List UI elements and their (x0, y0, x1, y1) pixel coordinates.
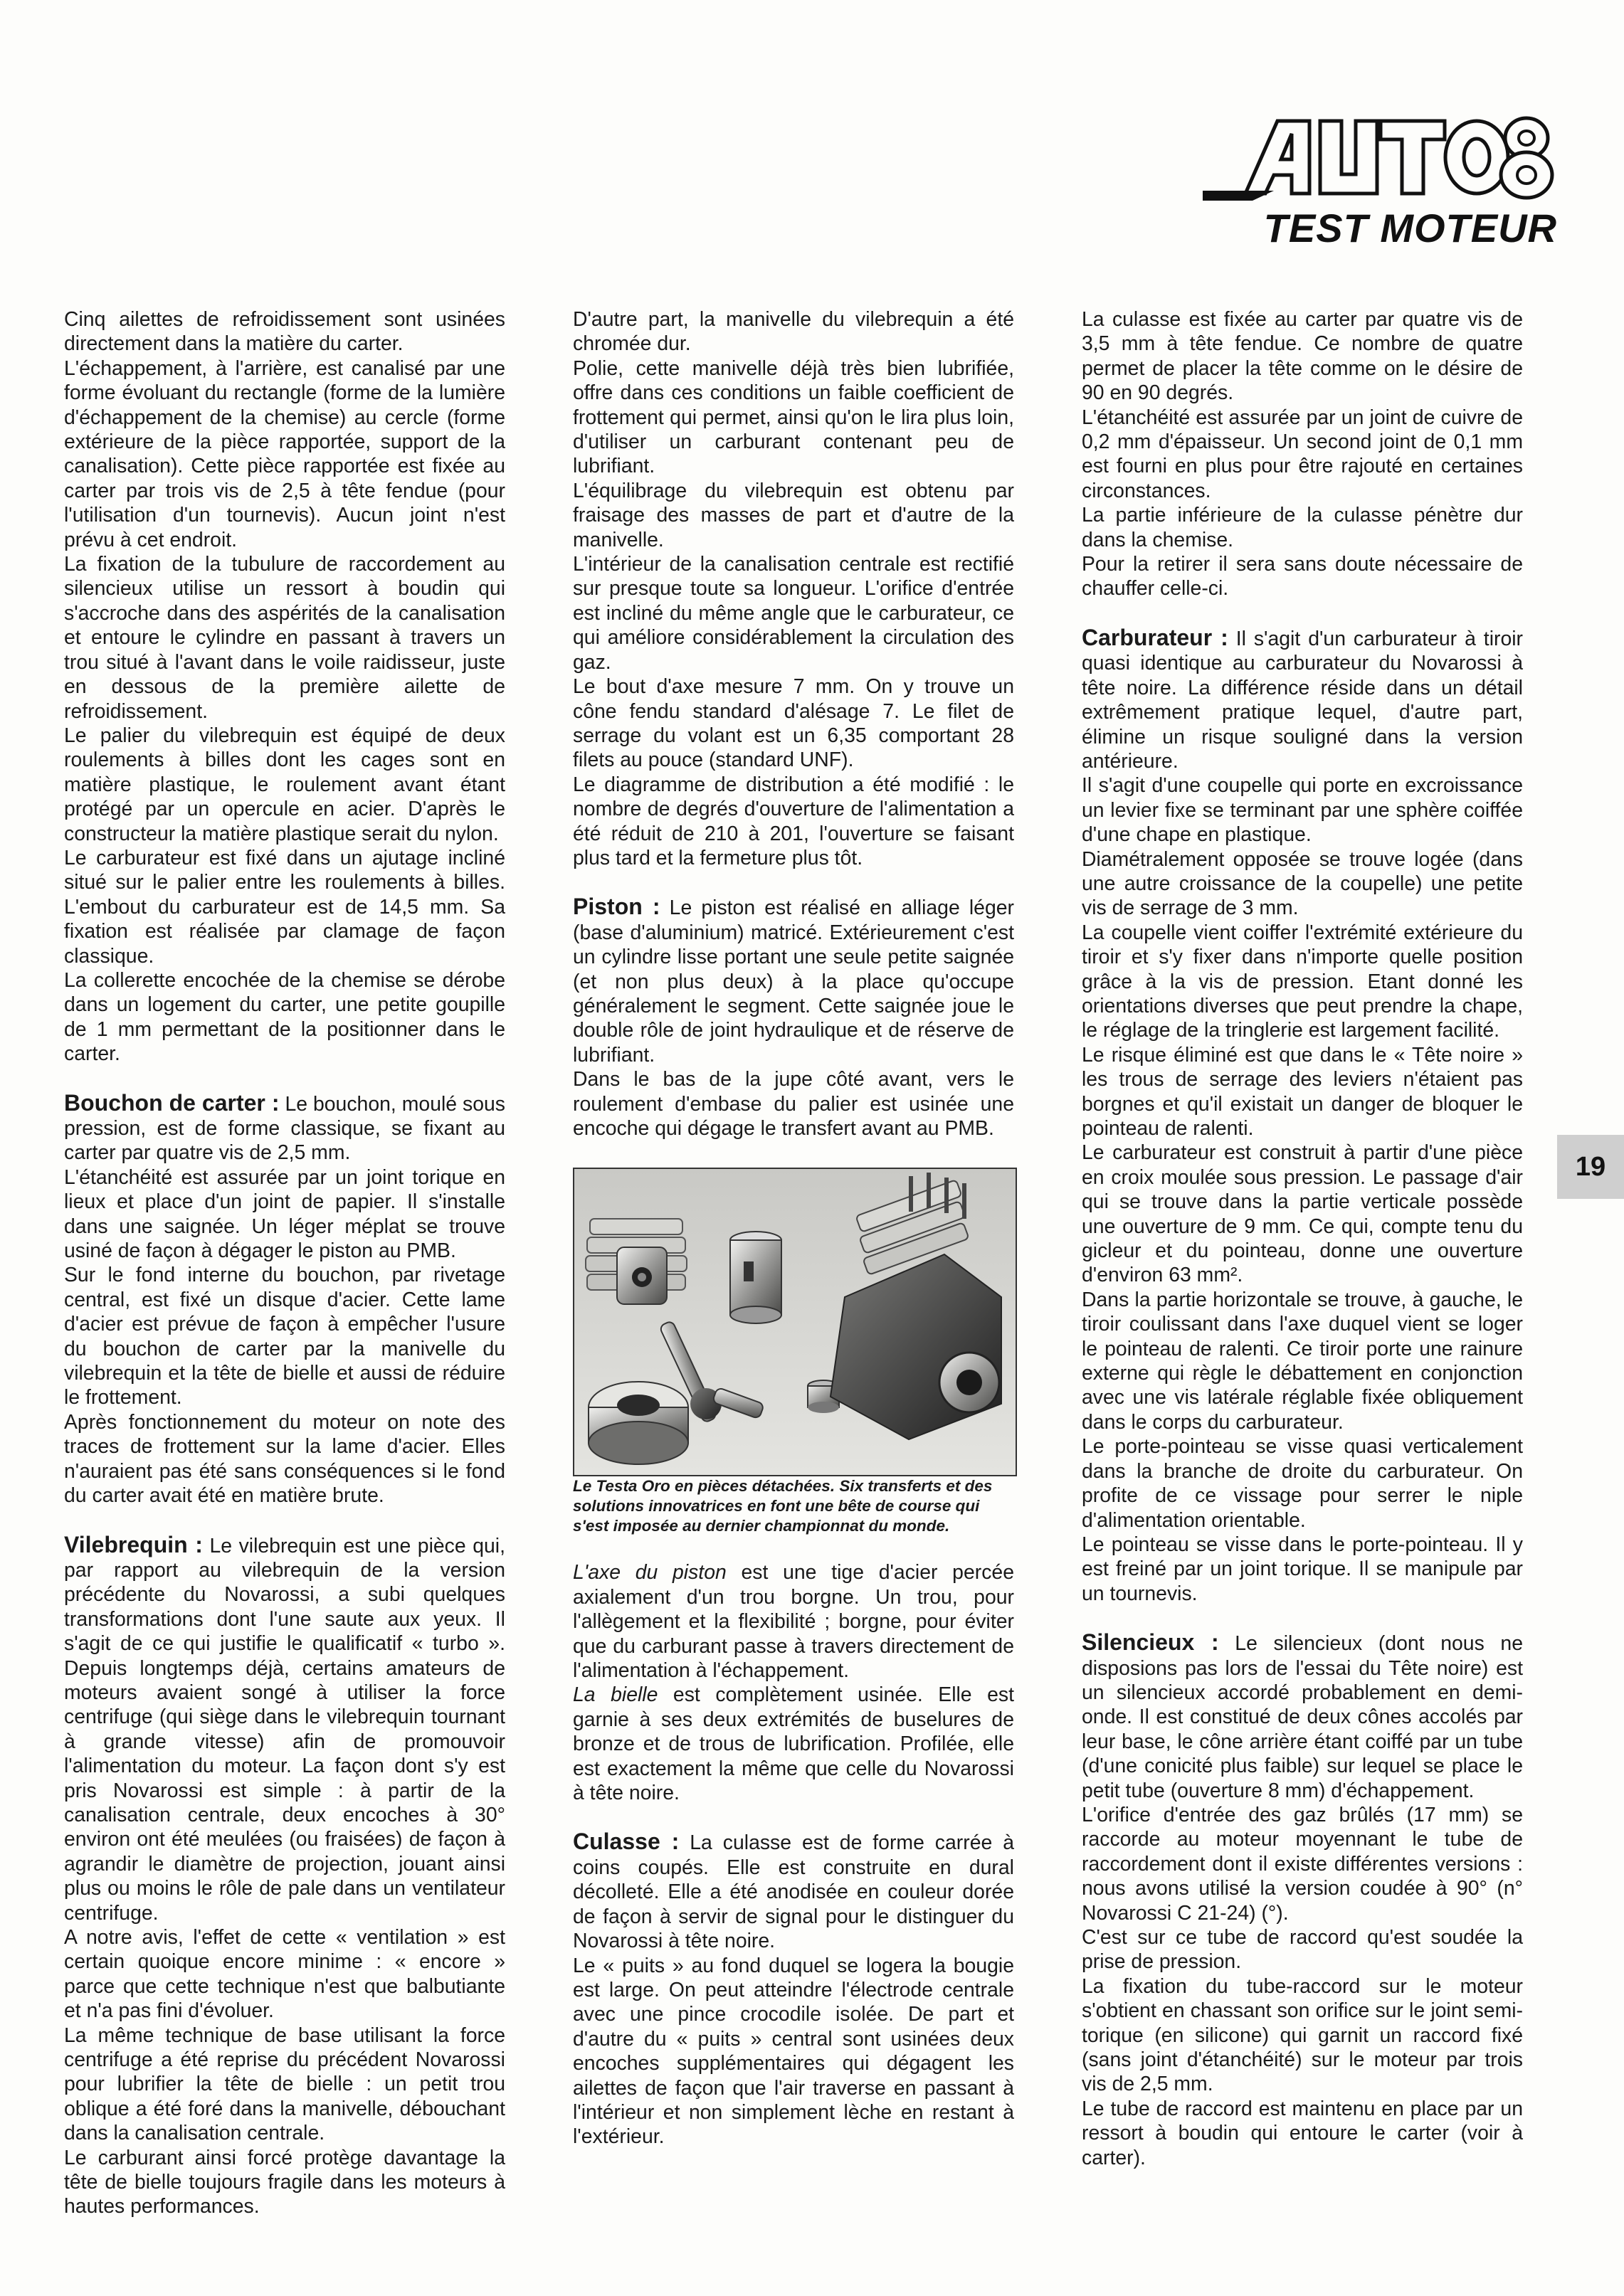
paragraph: L'échappement, à l'arrière, est canalisé par une forme évoluant du rectangle (forme de la lumière d'échappement de la chemise) au cercle (forme extérieure de la pièce rapportée, support de la canalisation). Cette pièce rapportée est fixée au carter par trois vis de 2,5 à tête fendue (pour l'utilisation d'un tournevis). Aucun joint n'est prévu à cet endroit. (64, 356, 505, 551)
masthead (1203, 107, 1559, 263)
paragraph: Sur le fond interne du bouchon, par rivetage central, est fixé un disque d'acier. Cette lame d'acier est prévue de façon à empêcher l'usure du bouchon de carter par la manivelle du vilebrequin et la tête de bielle et aussi de réduire le frottement. (64, 1264, 505, 1409)
paragraph: Le diagramme de distribution a été modifié : le nombre de degrés d'ouverture de l'alimentation a été réduit de 210 à 201, l'ouverture se faisant plus tard et la fermeture plus tôt. (573, 773, 1014, 869)
paragraph (573, 1560, 1014, 1683)
section-bouchon (64, 1091, 505, 1165)
paragraph: La même technique de base utilisant la force centrifuge a été reprise du précédent Novarossi pour lubrifier la tête de bielle : un petit trou oblique a été foré dans la manivelle, débouchant dans la canalisation centrale. (64, 2023, 505, 2145)
paragraph-text: Le vilebrequin est une pièce qui, par rapport au vilebrequin de la version précédente du Novarossi, a subi quelques transformations dont l'une saute aux yeux. Il s'agit de ce qui justifie le qualificatif « turbo ». Depuis longtemps déjà, certains amateurs de moteurs avaient songé à utiliser la force centrifuge (qui siège dans le vilebrequin tournant à grande vitesse) afin de promouvoir l'alimentation du moteur. La façon dont s'y est pris Novarossi est simple : à partir de la canalisation centrale, deux encoches à 30° environ ont été meulées (ou fraisées) de façon à agrandir le diamètre de projection, jouant ainsi plus ou moins le rôle de pale dans un ventilateur centrifuge. (64, 1534, 505, 1925)
italic-term-axe: L'axe du piston (573, 1561, 727, 1585)
paragraph: Le carburant ainsi forcé protège davantage la tête de bielle toujours fragile dans les moteurs à hautes performances. (64, 2146, 505, 2218)
paragraph: Dans la partie horizontale se trouve, à gauche, le tiroir coulissant dans l'axe duquel vient se loger le pointeau de ralenti. Ce tiroir porte une rainure externe qui règle le débattement en conjonction avec une vis latérale réglable fixée obliquement dans le corps du carburateur. (1082, 1288, 1523, 1434)
paragraph: La collerette encochée de la chemise se dérobe dans un logement du carter, une petite goupille de 1 mm permettant de la positionner dans le carter. (64, 968, 505, 1066)
heading-vilebrequin: Vilebrequin : (64, 1531, 203, 1557)
paragraph: La coupelle vient coiffer l'extrémité extérieure du tiroir et s'y fixer dans n'importe quelle position grâce à la vis de pression. Etant donné les orientations diverses que peut prendre la chape, le réglage de la tringlerie est largement facilité. (1082, 921, 1523, 1042)
heading-piston: Piston : (573, 894, 660, 920)
paragraph: Diamétralement opposée se trouve logée (dans une autre croissance de la coupelle) une petite vis de serrage de 3 mm. (1082, 847, 1523, 920)
engine-parts-illustration (574, 1169, 1016, 1475)
paragraph: Dans le bas de la jupe côté avant, vers le roulement d'embase du palier est usinée une encoche qui dégage le transfert avant au PMB. (573, 1068, 1014, 1140)
paragraph: L'équilibrage du vilebrequin est obtenu par fraisage des masses de part et d'autre de la manivelle. (573, 479, 1014, 551)
paragraph: Le « puits » au fond duquel se logera la bougie est large. On peut atteindre l'électrode centrale avec une pince crocodile isolée. De part et d'autre du « puits » central sont usinées deux encoches supplémentaires qui dégagent les ailettes de façon que l'air traverse en passant à l'intérieur et non simplement lèche en restant à l'extérieur. (573, 1954, 1014, 2149)
paragraph (573, 1683, 1014, 1805)
paragraph: D'autre part, la manivelle du vilebrequin a été chromée dur. (573, 308, 1014, 356)
paragraph: Le pointeau se visse dans le porte-pointeau. Il y est freiné par un joint torique. Il se manipule par un tournevis. (1082, 1533, 1523, 1605)
auto8-logo (1203, 107, 1559, 206)
paragraph: Pour la retirer il sera sans doute nécessaire de chauffer celle-ci. (1082, 553, 1523, 601)
paragraph: Le risque éliminé est que dans le « Tête noire » les trous de serrage des leviers n'étaient pas borgnes et qu'il existait un danger de bloquer le pointeau de ralenti. (1082, 1043, 1523, 1140)
paragraph: Le carburateur est fixé dans un ajutage incliné situé sur le palier entre les roulements à billes. L'embout du carburateur est de 14,5 mm. Sa fixation est réalisée par clamage de façon classique. (64, 846, 505, 968)
paragraph: Après fonctionnement du moteur on note des traces de frottement sur la lame d'acier. Elles n'auraient pas été sans conséquences si le fond du carter avait été en matière brute. (64, 1410, 505, 1508)
section-vilebrequin (64, 1533, 505, 1926)
masthead-subtitle: TEST MOTEUR (1263, 206, 1557, 250)
paragraph: A notre avis, l'effet de cette « ventilation » est certain quoique encore minime : « encore » parce que cette technique n'est que balbutiante et n'a pas fini d'évoluer. (64, 1926, 505, 2023)
paragraph: L'intérieur de la canalisation centrale est rectifié sur presque toute sa longueur. L'orifice d'entrée est incliné du même angle que le carburateur, ce qui améliore considérablement la circulation des gaz. (573, 553, 1014, 674)
paragraph: Le tube de raccord est maintenu en place par un ressort à boudin qui entoure le carter (voir à carter). (1082, 2097, 1523, 2169)
page-number-tab (1557, 1135, 1624, 1199)
heading-bouchon-de-carter: Bouchon de carter : (64, 1089, 280, 1116)
engine-parts-photo (573, 1168, 1017, 1476)
paragraph-text: est une tige d'acier percée axialement d'un trou borgne. Un trou, pour l'allègement et la flexibilité ; borgne, pour éviter que du carburant passe à travers directement de l'alimentation à l'échappement. (573, 1561, 1014, 1683)
section-piston (573, 894, 1014, 1067)
paragraph: L'étanchéité est assurée par un joint torique en lieux et place d'un joint de papier. Il s'installe dans une saignée. Un léger méplat se trouve usiné de façon à dégager le piston au PMB. (64, 1165, 505, 1263)
paragraph: Le porte-pointeau se visse quasi verticalement dans la branche de droite du carburateur. On profite de ce vissage pour serrer le niple d'alimentation orientable. (1082, 1435, 1523, 1532)
paragraph-text: Le bouchon, moulé sous pression, est de forme classique, se fixant au carter par quatre vis de 2,5 mm. (64, 1092, 506, 1165)
paragraph: L'orifice d'entrée des gaz brûlés (17 mm) se raccorde au moteur moyennant le tube de raccordement dont il existe différentes versions : nous avons utilisé la version coudée à 90° (n° Novarossi C 21-24) (°). (1082, 1803, 1523, 1925)
paragraph-text: Le piston est réalisé en alliage léger (base d'aluminium) matricé. Extérieurement c'est un cylindre lisse portant une seule petite saignée (et non plus deux) à la place qu'occupe généralement le segment. Cette saignée joue le double rôle de joint hydraulique et de réserve de lubrifiant. (573, 896, 1014, 1067)
paragraph-text: Le silencieux (dont nous ne disposions pas lors de l'essai du Tête noire) est un silencieux accordé probablement en demi-onde. Il est constitué de deux cônes accolés par leur base, le cône arrière étant coiffé par un tube (d'une conicité plus faible) sur lequel se place le petit tube (ouverture 8 mm) d'échappement. (1082, 1632, 1524, 1802)
paragraph: Le bout d'axe mesure 7 mm. On y trouve un cône fendu standard d'alésage 7. Le filet de serrage du volant est un 6,35 comportant 28 filets au pouce (standard UNF). (573, 675, 1014, 772)
paragraph: La fixation du tube-raccord sur le moteur s'obtient en chassant son orifice sur le joint semi-torique (en silicone) qui garnit un raccord fixé (sans joint d'étanchéité) sur le moteur par trois vis de 2,5 mm. (1082, 1974, 1523, 2096)
paragraph: La culasse est fixée au carter par quatre vis de 3,5 mm à tête fendue. Ce nombre de quatre permet de placer la tête comme on le désire de 90 en 90 degrés. (1082, 308, 1523, 405)
paragraph: La partie inférieure de la culasse pénètre dur dans la chemise. (1082, 504, 1523, 551)
page-number: 19 (1575, 1151, 1606, 1182)
heading-silencieux: Silencieux : (1082, 1629, 1219, 1656)
italic-term-bielle: La bielle (573, 1683, 658, 1707)
paragraph: La fixation de la tubulure de raccordement au silencieux utilise un ressort à boudin qui s'accroche dans des aspérités de la canalisation et entoure le cylindre en passant à travers un trou situé à l'avant dans le voile raidisseur, juste en dessous de la première ailette de refroidissement. (64, 553, 505, 723)
column-2 (573, 307, 1014, 2149)
paragraph: Cinq ailettes de refroidissement sont usinées directement dans la matière du carter. (64, 308, 505, 356)
paragraph-text: La culasse est de forme carrée à coins coupés. Elle est construite en dural décolleté. Elle a été anodisée en couleur dorée de façon à servir de signal pour le distinguer du Novarossi à tête noire. (573, 1831, 1014, 1953)
photo-caption: Le Testa Oro en pièces détachées. Six transferts et des solutions innovatrices en font une bête de course qui s'est imposée au dernier championnat du monde. (573, 1477, 993, 1535)
column-1 (64, 307, 505, 2219)
heading-carburateur: Carburateur : (1082, 624, 1228, 650)
section-carburateur (1082, 625, 1523, 773)
section-culasse (573, 1829, 1014, 1953)
section-silencieux (1082, 1630, 1523, 1803)
paragraph: Le palier du vilebrequin est équipé de deux roulements à billes dont les cages sont en matière plastique, le roulement avant étant protégé par un opercule en acier. D'après le constructeur la matière plastique serait du nylon. (64, 724, 505, 845)
paragraph: L'étanchéité est assurée par un joint de cuivre de 0,2 mm d'épaisseur. Un second joint de 0,1 mm est fourni en plus pour être rajouté en certaines circonstances. (1082, 406, 1523, 502)
paragraph: C'est sur ce tube de raccord qu'est soudée la prise de pression. (1082, 1926, 1523, 1974)
paragraph: Il s'agit d'une coupelle qui porte en excroissance un levier fixe se terminant par une sphère coiffée d'une chape en plastique. (1082, 774, 1523, 847)
paragraph-text: Il s'agit d'un carburateur à tiroir quasi identique au carburateur du Novarossi à tête noire. La différence réside dans un détail extrêmement pratique lequel, d'autre part, élimine un risque souligné dans la version antérieure. (1082, 627, 1524, 773)
paragraph-text: est complètement usinée. Elle est garnie à ses deux extrémités de buselures de bronze et de trous de lubrification. Profilée, elle est exactement la même que celle du Novarossi à tête noire. (573, 1683, 1014, 1805)
paragraph: Le carburateur est construit à partir d'une pièce en croix moulée sous pression. Le passage d'air qui se trouve dans la partie verticale possède une ouverture de 9 mm. Ce qui, compte tenu du gicleur et du pointeau, donne une ouverture d'environ 63 mm². (1082, 1141, 1523, 1287)
column-3 (1082, 307, 1523, 2170)
heading-culasse: Culasse : (573, 1829, 680, 1855)
paragraph: Polie, cette manivelle déjà très bien lubrifiée, offre dans ces conditions un faible coefficient de frottement qui permet, ainsi qu'on le lira plus loin, d'utiliser un carburant contenant peu de lubrifiant. (573, 356, 1014, 478)
